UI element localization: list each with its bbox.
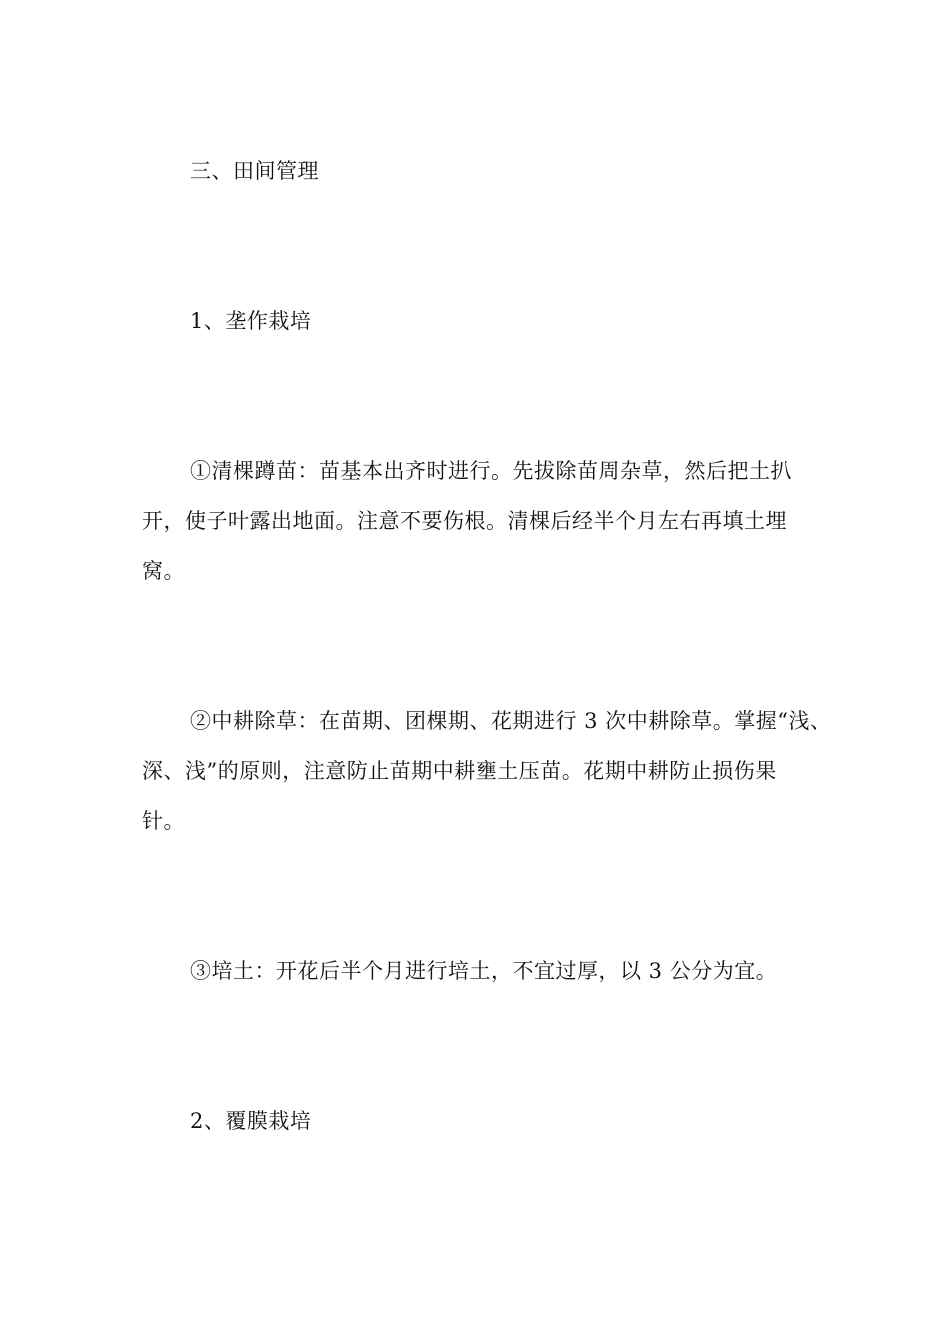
subsection-heading-2 [142, 1096, 822, 1146]
paragraph-clearing-seedlings [142, 446, 822, 596]
paragraph-line: 深、浅”的原则，注意防止苗期中耕壅土压苗。花期中耕防止损伤果 [142, 759, 777, 783]
paragraph-earthing-up [142, 946, 822, 996]
paragraph-line: 针。 [142, 809, 185, 833]
subsection-heading-2-text: 2、覆膜栽培 [190, 1109, 312, 1133]
paragraph-cultivation-weeding [142, 696, 832, 846]
paragraph-line: 窝。 [142, 559, 185, 583]
paragraph-line: ②中耕除草：在苗期、团棵期、花期进行 3 次中耕除草。掌握“浅、 [190, 709, 832, 733]
paragraph-line: ①清棵蹲苗：苗基本出齐时进行。先拔除苗周杂草，然后把土扒 [190, 459, 792, 483]
subsection-heading-1-text: 1、垄作栽培 [190, 309, 312, 333]
section-heading-text: 三、田间管理 [190, 159, 319, 183]
paragraph-earthing-up-text: ③培土：开花后半个月进行培土，不宜过厚，以 3 公分为宜。 [190, 959, 778, 983]
paragraph-line: 开，使子叶露出地面。注意不要伤根。清棵后经半个月左右再填土埋 [142, 509, 787, 533]
section-heading [142, 146, 822, 196]
subsection-heading-1 [142, 296, 822, 346]
